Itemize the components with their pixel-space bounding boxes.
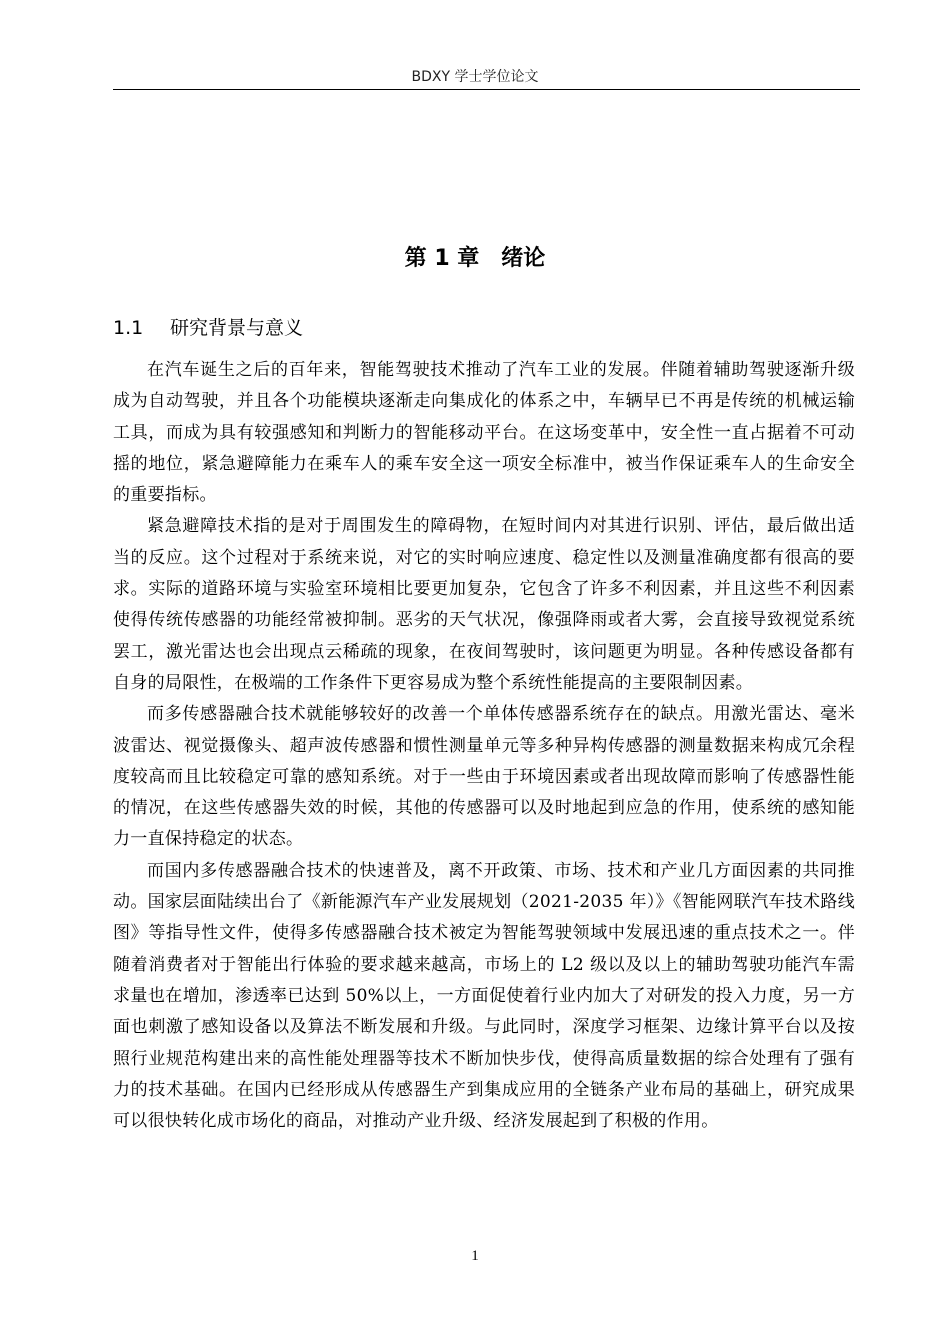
- running-header: BDXY 学士学位论文: [411, 69, 539, 85]
- body-text: [113, 355, 855, 1137]
- section-number: 1.1: [113, 317, 144, 339]
- chapter-title: 第 1 章 绪论: [404, 246, 546, 271]
- paragraph-1: 在汽车诞生之后的百年来，智能驾驶技术推动了汽车工业的发展。伴随着辅助驾驶逐渐升级成为自动驾驶，并且各个功能模块逐渐走向集成化的体系之中，车辆早已不再是传统的机械运输工具，而成为具有较强感知和判断力的智能移动平台。在这场变革中，安全性一直占据着不可动摇的地位，紧急避障能力在乘车人的乘车安全这一项安全标准中，被当作保证乘车人的生命安全的重要指标。: [113, 360, 855, 506]
- section-title: 研究背景与意义: [170, 317, 304, 339]
- header-rule: [113, 89, 860, 90]
- paragraph-3: 而多传感器融合技术就能够较好的改善一个单体传感器系统存在的缺点。用激光雷达、毫米波雷达、视觉摄像头、超声波传感器和惯性测量单元等多种异构传感器的测量数据来构成冗余程度较高而且比较稳定可靠的感知系统。对于一些由于环境因素或者出现故障而影响了传感器性能的情况，在这些传感器失效的时候，其他的传感器可以及时地起到应急的作用，使系统的感知能力一直保持稳定的状态。: [113, 704, 855, 850]
- section-heading: [113, 313, 303, 343]
- paragraph-4: 而国内多传感器融合技术的快速普及，离不开政策、市场、技术和产业几方面因素的共同推动。国家层面陆续出台了《新能源汽车产业发展规划（2021-2035 年）》《智能网联汽车技术路线图》等指导性文件，使得多传感器融合技术被定为智能驾驶领域中发展迅速的重点技术之一。伴随着消费者对于智能出行体验的要求越来越高，市场上的 L2 级以及以上的辅助驾驶功能汽车需求量也在增加，渗透率已达到 50%以上，一方面促使着行业内加大了对研发的投入力度，另一方面也刺激了感知设备以及算法不断发展和升级。与此同时，深度学习框架、边缘计算平台以及按照行业规范构建出来的高性能处理器等技术不断加快步伐，使得高质量数据的综合处理有了强有力的技术基础。在国内已经形成从传感器生产到集成应用的全链条产业布局的基础上，研究成果可以很快转化成市场化的商品，对推动产业升级、经济发展起到了积极的作用。: [113, 860, 855, 1132]
- page-number: 1: [471, 1248, 479, 1264]
- paragraph-2: 紧急避障技术指的是对于周围发生的障碍物，在短时间内对其进行识别、评估，最后做出适当的反应。这个过程对于系统来说，对它的实时响应速度、稳定性以及测量准确度都有很高的要求。实际的道路环境与实验室环境相比要更加复杂，它包含了许多不利因素，并且这些不利因素使得传统传感器的功能经常被抑制。恶劣的天气状况，像强降雨或者大雾，会直接导致视觉系统罢工，激光雷达也会出现点云稀疏的现象，在夜间驾驶时，该问题更为明显。各种传感设备都有自身的局限性，在极端的工作条件下更容易成为整个系统性能提高的主要限制因素。: [113, 516, 855, 693]
